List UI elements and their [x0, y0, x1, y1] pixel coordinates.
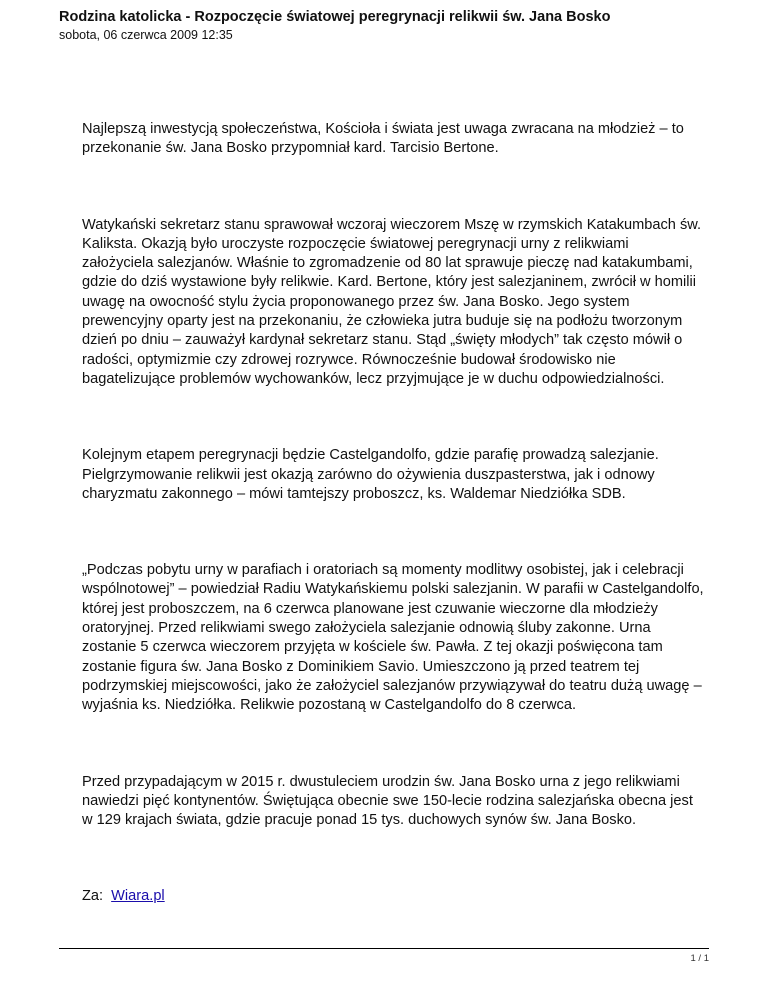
source-line [82, 887, 704, 906]
paragraph-3: Kolejnym etapem peregrynacji będzie Castelgandolfo, gdzie parafię prowadzą salezjanie. Pielgrzymowanie relikwii jest okazją zarówno do ożywienia duszpasterstwa, jak i odnowy charyzmatu zakonnego – mówi tamtejszy proboszcz, ks. Waldemar Niedziółka SDB. [82, 447, 659, 502]
article-date: sobota, 06 czerwca 2009 12:35 [59, 28, 233, 42]
paragraph-2: Watykański sekretarz stanu sprawował wczoraj wieczorem Mszę w rzymskich Katakumbach św. Kaliksta. Okazją było uroczyste rozpoczęcie światowej peregrynacji urny z relikwiami założyciela salezjanów. Właśnie to zgromadzenie od 80 lat sprawuje pieczę nad katakumbami, gdzie do dziś wystawione były relikwie. Kard. Bertone, który jest salezjaninem, zwrócił w homilii uwagę na owocność stylu życia proponowanego przez św. Jana Bosko. Jego system prewencyjny oparty jest na przekonaniu, że człowieka jutra buduje się na podłożu tworzonym dzień po dniu – zauważył kardynał sekretarz stanu. Stąd „święty młodych” tak często mówił o radości, optymizmie czy zdrowej rozrywce. Równocześnie budował środowisko nie bagatelizujące problemów wychowanków, lecz przyjmujące je w duchu odpowiedzialności. [82, 216, 702, 387]
paragraph-5: Przed przypadającym w 2015 r. dwustuleciem urodzin św. Jana Bosko urna z jego relikwiami nawiedzi pięć kontynentów. Świętująca obecnie swe 150-lecie rodzina salezjańska obecna jest w 129 krajach świata, gdzie pracuje ponad 15 tys. duchowych synów św. Jana Bosko. [82, 773, 693, 829]
document-header [59, 8, 709, 43]
source-label: Za: [82, 888, 104, 905]
article-title: Rodzina katolicka - Rozpoczęcie światowej peregrynacji relikwii św. Jana Bosko [59, 9, 611, 25]
source-link[interactable]: Wiara.pl [111, 888, 165, 905]
paragraph-1: Najlepszą inwestycją społeczeństwa, Kościoła i świata jest uwaga zwracana na młodzież – to przekonanie św. Jana Bosko przypomniał kard. Tarcisio Bertone. [82, 121, 684, 157]
page-number: 1 / 1 [690, 953, 709, 964]
article-body [82, 120, 704, 907]
paragraph-4: „Podczas pobytu urny w parafiach i oratoriach są momenty modlitwy osobistej, jak i celebracji wspólnotowej” – powiedział Radiu Watykańskiemu polski salezjanin. W parafii w Castelgandolfo, której jest proboszczem, na 6 czerwca planowane jest czuwanie wieczorne dla młodzieży oratoryjnej. Przed relikwiami swego założyciela salezjanie odnowią śluby zakonne. Urna zostanie 5 czerwca wieczorem przyjęta w kościele św. Pawła. Z tej okazji poświęcona tam zostanie figura św. Jana Bosko z Dominikiem Savio. Umieszczono ją przed teatrem tej podrzymskiej miejscowości, jako że założyciel salezjanów przywiązywał do teatru dużą uwagę – wyjaśnia ks. Niedziółka. Relikwie pozostaną w Castelgandolfo do 8 czerwca. [82, 562, 704, 714]
footer-divider [59, 948, 709, 949]
